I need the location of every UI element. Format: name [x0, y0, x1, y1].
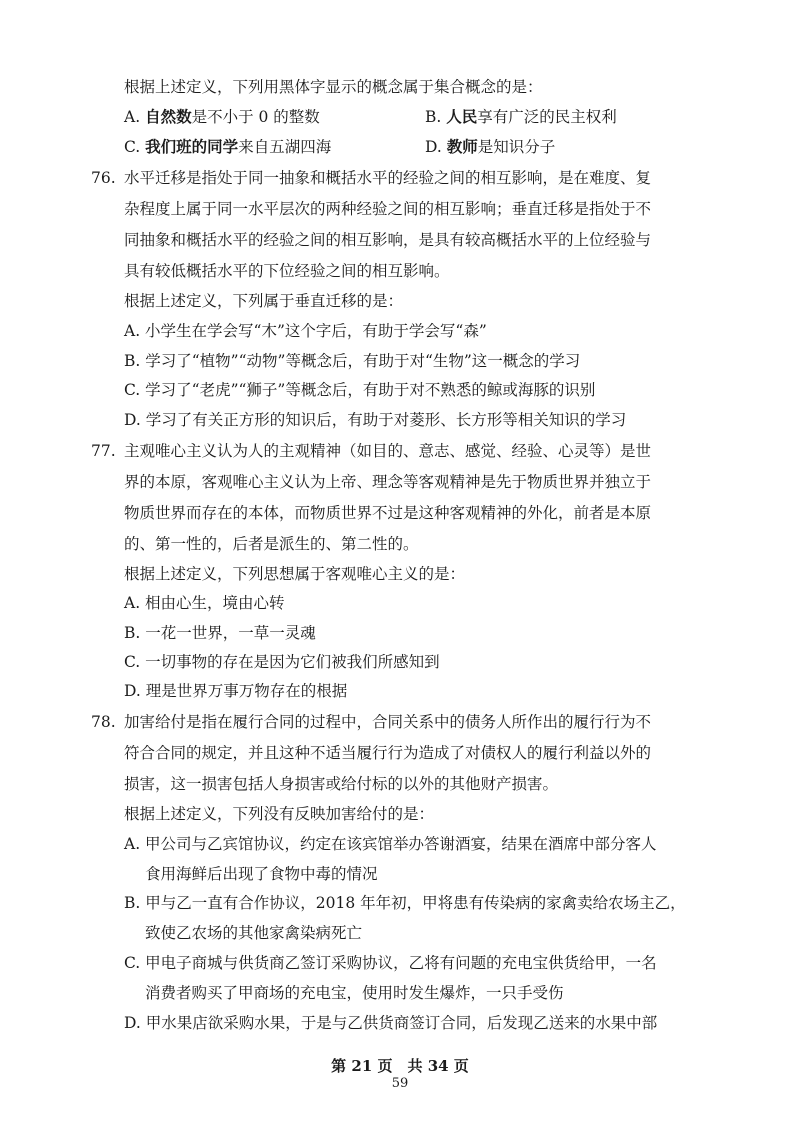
bold-concept: 人民	[446, 107, 478, 126]
q77-stem-line: 界的本原，客观唯心主义认为上帝、理念等客观精神是先于物质世界并独立于	[124, 473, 652, 491]
q75-option-a	[124, 106, 320, 128]
q77-option-d: D. 理是世界万事万物存在的根据	[124, 682, 348, 700]
q76-number: 76.	[91, 169, 116, 187]
q78-option-b: B. 甲与乙一直有合作协议，2018 年年初，甲将患有传染病的家禽卖给农场主乙，	[124, 894, 686, 912]
bold-concept: 教师	[446, 137, 478, 156]
q77-stem-line: 主观唯心主义认为人的主观精神（如目的、意志、感觉、经验、心灵等）是世	[124, 442, 652, 460]
q78-option-c-cont: 消费者购买了甲商场的充电宝，使用时发生爆炸，一只手受伤	[145, 984, 564, 1002]
q75-option-d	[425, 136, 555, 158]
q76-prompt: 根据上述定义，下列属于垂直迁移的是：	[124, 292, 404, 310]
q78-stem-line: 符合合同的规定，并且这种不适当履行行为造成了对债权人的履行利益以外的	[124, 744, 652, 762]
q77-prompt: 根据上述定义，下列思想属于客观唯心主义的是：	[124, 565, 466, 583]
q78-option-b-cont: 致使乙农场的其他家禽染病死亡	[145, 924, 363, 942]
q78-option-c: C. 甲电子商城与供货商乙签订采购协议，乙将有问题的充电宝供货给甲，一名	[124, 954, 657, 972]
q77-stem-line: 物质世界而存在的本体，而物质世界不过是这种客观精神的外化，前者是本原	[124, 504, 652, 522]
q77-option-a: A. 相由心生，境由心转	[124, 594, 285, 612]
q75-option-b	[425, 106, 617, 128]
option-text: 是知识分子	[477, 138, 556, 156]
q77-number: 77.	[91, 442, 116, 460]
page-number: 59	[391, 1076, 409, 1091]
option-letter: A.	[124, 108, 141, 126]
q76-option-c: C. 学习了“老虎”“狮子”等概念后，有助于对不熟悉的鲸或海豚的识别	[124, 381, 596, 399]
q77-option-c: C. 一切事物的存在是因为它们被我们所感知到	[124, 653, 440, 671]
q75-prompt: 根据上述定义，下列用黑体字显示的概念属于集合概念的是：	[124, 78, 543, 96]
option-letter: D.	[425, 138, 442, 156]
q78-option-a: A. 甲公司与乙宾馆协议，约定在该宾馆举办答谢酒宴，结果在酒席中部分客人	[124, 835, 657, 853]
option-letter: B.	[425, 108, 442, 126]
q76-option-a: A. 小学生在学会写“木”这个字后，有助于学会写“森”	[124, 322, 487, 340]
q78-option-a-cont: 食用海鲜后出现了食物中毒的情况	[145, 865, 378, 883]
option-letter: C.	[124, 138, 141, 156]
q76-stem-line: 同抽象和概括水平的经验之间的相互影响，是具有较高概括水平的上位经验与	[124, 231, 652, 249]
q78-stem-line: 加害给付是指在履行合同的过程中，合同关系中的债务人所作出的履行行为不	[124, 713, 652, 731]
option-text: 是不小于 0 的整数	[191, 108, 320, 126]
q78-stem-line: 损害，这一损害包括人身损害或给付标的以外的其他财产损害。	[124, 775, 559, 793]
option-text: 享有广泛的民主权利	[477, 108, 617, 126]
q76-option-d: D. 学习了有关正方形的知识后，有助于对菱形、长方形等相关知识的学习	[124, 411, 627, 429]
q78-number: 78.	[91, 713, 116, 731]
q76-stem-line: 杂程度上属于同一水平层次的两种经验之间的相互影响；垂直迁移是指处于不	[124, 200, 652, 218]
q76-option-b: B. 学习了“植物”“动物”等概念后，有助于对“生物”这一概念的学习	[124, 352, 581, 370]
q77-option-b: B. 一花一世界，一草一灵魂	[124, 624, 316, 642]
bold-concept: 我们班的同学	[145, 137, 239, 156]
q77-stem-line: 的、第一性的，后者是派生的、第二性的。	[124, 535, 419, 553]
q76-stem-line: 水平迁移是指处于同一抽象和概括水平的经验之间的相互影响，是在难度、复	[124, 169, 652, 187]
q75-option-c	[124, 136, 331, 158]
page-footer	[0, 1055, 800, 1091]
bold-concept: 自然数	[145, 107, 192, 126]
page-label: 第 21 页 共 34 页	[331, 1057, 469, 1075]
option-text: 来自五湖四海	[238, 138, 332, 156]
q76-stem-line: 具有较低概括水平的下位经验之间的相互影响。	[124, 262, 450, 280]
q78-prompt: 根据上述定义，下列没有反映加害给付的是：	[124, 805, 435, 823]
q78-option-d: D. 甲水果店欲采购水果，于是与乙供货商签订合同，后发现乙送来的水果中部	[124, 1014, 658, 1032]
